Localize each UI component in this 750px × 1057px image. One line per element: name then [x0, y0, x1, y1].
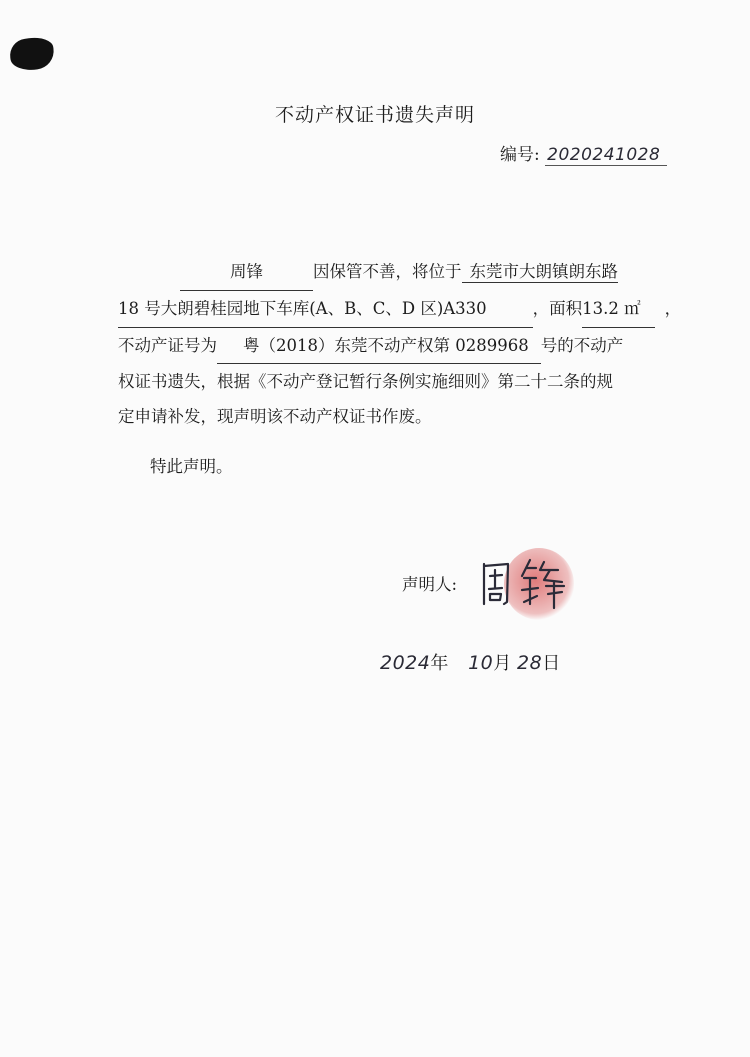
body-text-e: 号的不动产 — [540, 336, 624, 355]
month-unit: 月 — [493, 653, 512, 674]
number-value: 2020241028 — [545, 145, 667, 166]
certificate-number: 粤（2018）东莞不动产权第 0289968 — [217, 328, 541, 364]
date-month: 10 — [468, 652, 494, 674]
body-text-c: ， — [664, 299, 682, 318]
body-line-5: 定申请补发，现声明该不动产权证书作废。 — [118, 407, 432, 426]
body-line-2 — [118, 291, 682, 328]
handwritten-signature — [474, 552, 584, 620]
body-text-a: 因保管不善，将位于 — [313, 262, 462, 281]
body-text-b: ，面积 — [532, 299, 583, 318]
signature-date — [380, 649, 560, 675]
area-value: 13.2 ㎡ — [582, 291, 654, 328]
day-unit: 日 — [542, 653, 561, 674]
location-part-1: 东莞市大朗镇朗东路 — [462, 262, 619, 283]
page-title: 不动产权证书遗失声明 — [274, 104, 475, 126]
closing-statement: 特此声明。 — [150, 457, 233, 476]
date-year: 2024 — [380, 652, 431, 674]
ink-blot — [8, 35, 56, 73]
owner-name: 周锋 — [180, 254, 313, 291]
date-day: 28 — [517, 652, 543, 674]
number-label: 编号: — [500, 145, 540, 165]
body-text-d: 不动产证号为 — [118, 336, 217, 355]
document-number — [500, 140, 667, 166]
signer-label: 声明人: — [402, 575, 458, 594]
declaration-body — [118, 254, 682, 434]
year-unit: 年 — [430, 653, 449, 674]
location-part-2: 18 号大朗碧桂园地下车库(A、B、C、D 区)A330 — [118, 291, 533, 328]
body-line-3 — [118, 328, 648, 364]
body-line-4: 权证书遗失，根据《不动产登记暂行条例实施细则》第二十二条的规 — [118, 372, 613, 391]
body-line-1 — [118, 254, 648, 291]
